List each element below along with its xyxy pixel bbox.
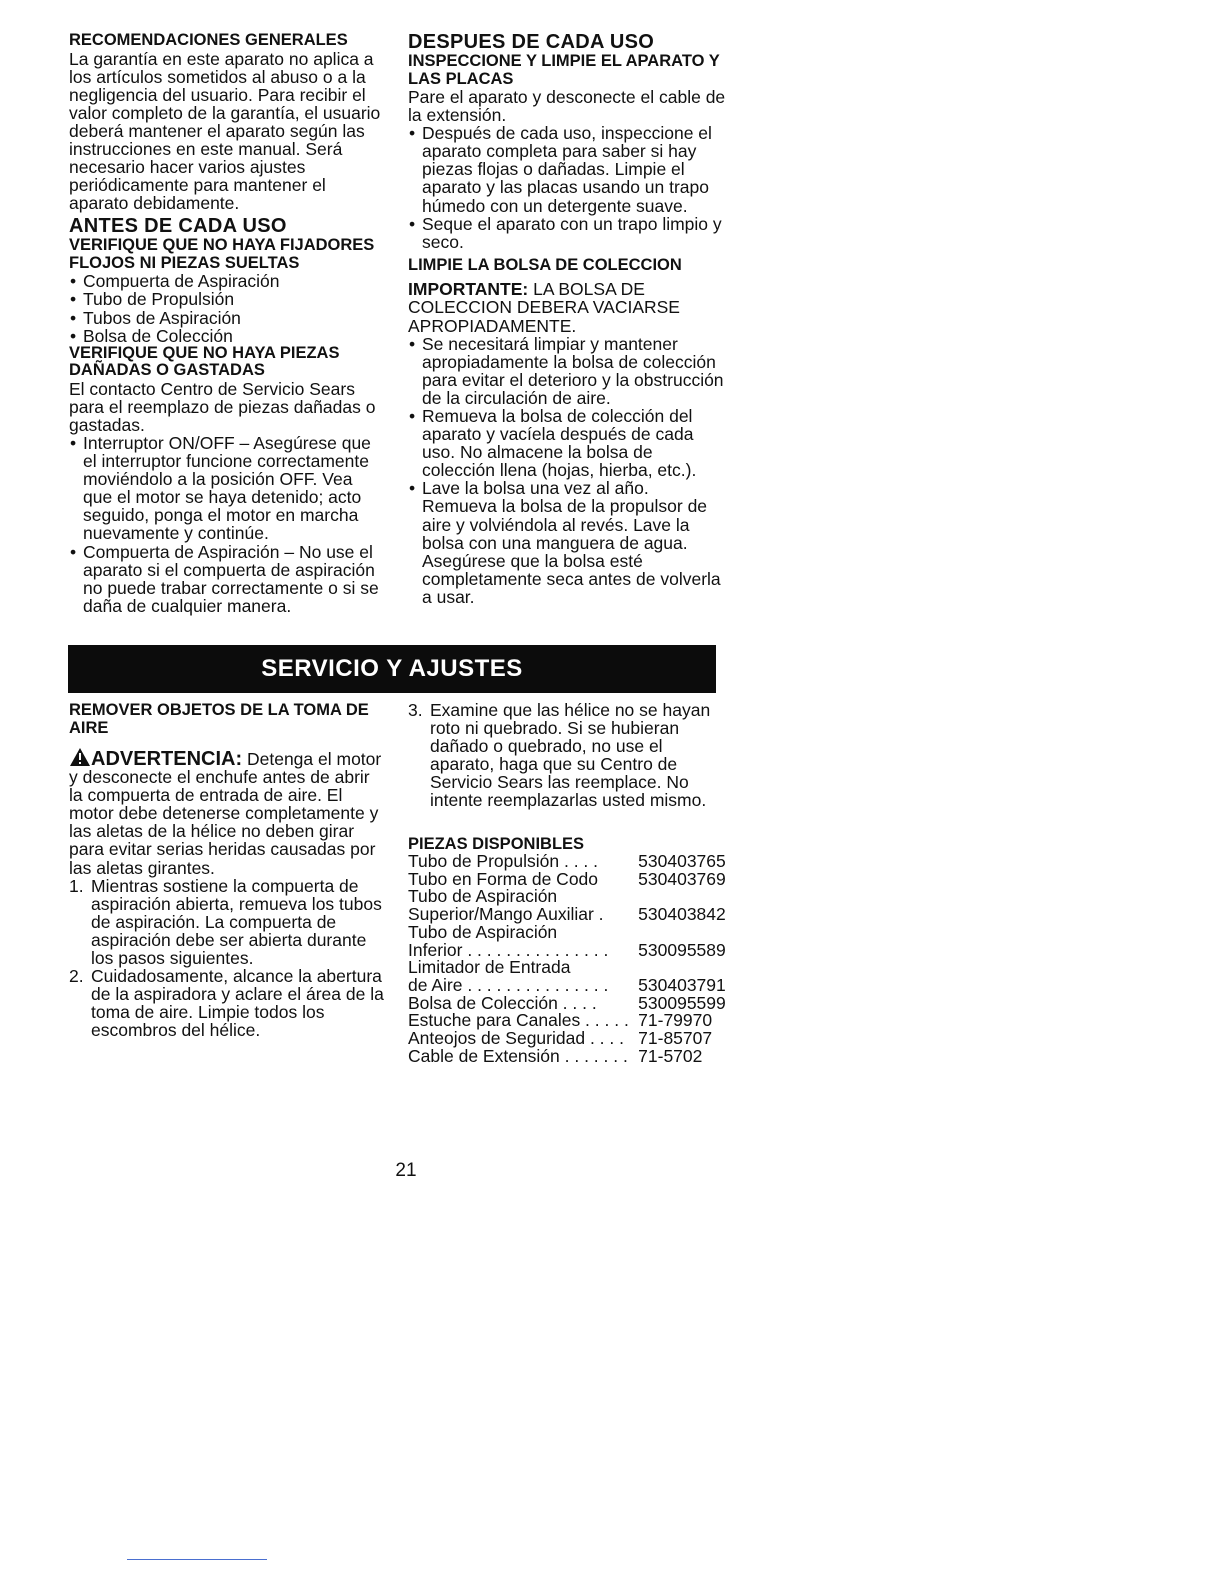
verifique-danadas-list: [69, 434, 385, 615]
step3-list: [408, 701, 728, 810]
verifique-danadas-heading: VERIFIQUE QUE NO HAYA PIEZAS DAÑADAS O GASTADAS: [69, 343, 340, 380]
table-row: [408, 924, 728, 942]
parts-table: [408, 853, 728, 1065]
right-bottom-column: [408, 701, 728, 1066]
step-number: 2.: [69, 966, 84, 987]
verifique-fijadores-heading: VERIFIQUE QUE NO HAYA FIJADORES FLOJOS NI PIEZAS SUELTAS: [69, 236, 375, 272]
part-name: Inferior . . . . . . . . . . . . . . .: [408, 939, 609, 960]
list-item: • Compuerta de Aspiración – No use el aparato si el compuerta de aspiración no puede trabar correctamente o si se daña de cualquier manera.: [69, 543, 385, 615]
step-text: Examine que las hélice no se hayan roto ni quebrado. Si se hubieran dañado o quebrado, no use el aparato, haga que su Centro de Servicio Sears las reemplace. No intente reemplazarlas usted mismo.: [430, 700, 711, 811]
steps-list: [69, 877, 385, 1040]
warning-text: Detenga el motor y desconecte el enchufe antes de abrir la compuerta de entrada de aire. El motor debe detenerse completamente y las aletas de la hélice no deben girar para evitar serias heridas causadas por las aletas girantes.: [69, 749, 382, 878]
warning-paragraph: [69, 747, 385, 877]
piezas-heading: PIEZAS DISPONIBLES: [408, 834, 585, 853]
limpie-list: [408, 335, 728, 606]
left-top-column: [69, 32, 385, 615]
part-name: Tubo en Forma de Codo: [408, 868, 599, 889]
part-name: Tubo de Aspiración: [408, 921, 558, 942]
step-text: Cuidadosamente, alcance la abertura de la aspiradora y aclare el área de la toma de aire. Limpie todos los escombros del hélice.: [91, 966, 384, 1041]
part-name: Cable de Extensión . . . . . . .: [408, 1045, 628, 1066]
list-item: • Remueva la bolsa de colección del aparato y vacíela después de cada uso. No almacene la bolsa de colección llena (hojas, hierba, etc.).: [408, 407, 728, 479]
step-number: 1.: [69, 875, 84, 896]
despues-heading: DESPUES DE CADA USO: [408, 31, 655, 53]
part-name: Tubo de Propulsión . . . .: [408, 851, 599, 872]
part-name: Estuche para Canales . . . . .: [408, 1010, 629, 1031]
list-item: • Seque el aparato con un trapo limpio y seco.: [408, 215, 728, 251]
part-number: 530095589: [638, 939, 726, 960]
section-banner: SERVICIO Y AJUSTES: [68, 645, 716, 693]
page-number: 21: [395, 1160, 417, 1181]
part-number: 530403842: [638, 904, 726, 925]
inspeccione-heading: INSPECCIONE Y LIMPIE EL APARATO Y LAS PLACAS: [408, 52, 720, 88]
part-name: Superior/Mango Auxiliar .: [408, 904, 604, 925]
verifique-fijadores-list: [69, 272, 385, 344]
list-item: • Tubo de Propulsión: [69, 290, 385, 308]
part-name: Tubo de Aspiración: [408, 886, 558, 907]
list-item: [408, 701, 728, 810]
part-name: Anteojos de Seguridad . . . .: [408, 1028, 624, 1049]
importante-label: IMPORTANTE:: [408, 279, 529, 300]
list-item: [69, 877, 385, 967]
part-number: 530095599: [638, 992, 726, 1013]
part-number: 71-5702: [638, 1045, 703, 1066]
part-number: [634, 924, 728, 942]
part-number: 71-79970: [638, 1010, 713, 1031]
list-item: • Compuerta de Aspiración: [69, 272, 385, 290]
part-number: 530403765: [638, 851, 726, 872]
antes-heading: ANTES DE CADA USO: [69, 215, 287, 238]
recomendaciones-text: La garantía en este aparato no aplica a los artículos sometidos al abuso o a la negligencia del usuario. Para recibir el valor completo de la garantía, el usuario deberá mantener el aparato según las instrucciones en este manual. Será necesario hacer varios ajustes periódicamente para mantener el aparato debidamente.: [69, 48, 381, 214]
part-name: de Aire . . . . . . . . . . . . . . .: [408, 974, 609, 995]
part-number: 530403791: [638, 974, 726, 995]
step-text: Mientras sostiene la compuerta de aspiración abierta, remueva los tubos de aspiración. La compuerta de aspiración debe ser abierta durante los pasos siguientes.: [91, 875, 382, 969]
importante-paragraph: [408, 280, 728, 334]
warning-triangle-icon: [69, 747, 91, 767]
table-row: [408, 1048, 728, 1066]
inspeccione-list: [408, 124, 728, 251]
importante-text: LA BOLSA DE COLECCION DEBERA VACIARSE APROPIADAMENTE.: [408, 279, 680, 336]
warning-label: ADVERTENCIA:: [91, 748, 243, 770]
list-item: • Interruptor ON/OFF – Asegúrese que el interruptor funcione correctamente moviéndolo a la posición OFF. Vea que el motor se haya detenido; acto seguido, ponga el motor en marcha nuevamente y continúe.: [69, 434, 385, 543]
list-item: • Lave la bolsa una vez al año. Remueva la bolsa de la propulsor de aire y volviéndola al revés. Lave la bolsa con una manguera de agua. Asegúrese que la bolsa esté completamente seca antes de volverla a usar.: [408, 479, 728, 606]
part-number: 530403769: [638, 868, 726, 889]
step-number: 3.: [408, 700, 423, 720]
list-item: • Después de cada uso, inspeccione el aparato completa para saber si hay piezas flojas o dañadas. Limpie el aparato y las placas usando un trapo húmedo con un detergente suave.: [408, 124, 728, 214]
list-item: • Bolsa de Colección: [69, 327, 385, 345]
right-top-column: [408, 31, 728, 606]
verifique-danadas-text: El contacto Centro de Servicio Sears para el reemplazo de piezas dañadas o gastadas.: [69, 378, 376, 435]
part-name: Bolsa de Colección . . . .: [408, 992, 597, 1013]
remover-heading: REMOVER OBJETOS DE LA TOMA DE AIRE: [69, 701, 369, 737]
recomendaciones-heading: RECOMENDACIONES GENERALES: [69, 31, 348, 49]
list-item: • Se necesitará limpiar y mantener apropiadamente la bolsa de colección para evitar el deterioro y la obstrucción de la circulación de aire.: [408, 335, 728, 407]
list-item: [69, 967, 385, 1039]
part-number: 71-85707: [638, 1028, 713, 1049]
inspeccione-text: Pare el aparato y desconecte el cable de la extensión.: [408, 87, 726, 126]
limpie-heading: LIMPIE LA BOLSA DE COLECCION: [408, 255, 682, 274]
list-item: • Tubos de Aspiración: [69, 309, 385, 327]
part-name: Limitador de Entrada: [408, 957, 571, 978]
left-bottom-column: [69, 702, 385, 1040]
footer-line: [127, 1559, 267, 1560]
